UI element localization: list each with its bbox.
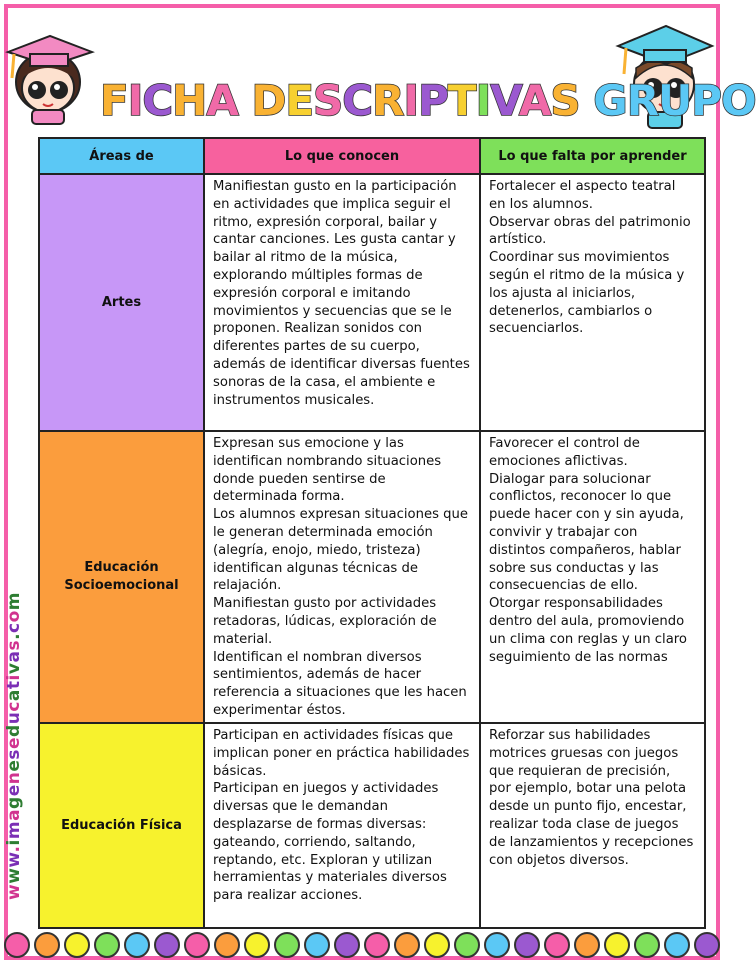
decorative-dot <box>214 932 240 958</box>
watermark-letter: w <box>4 867 24 884</box>
watermark-letter: e <box>4 759 24 772</box>
decorative-dot <box>694 932 720 958</box>
watermark-letter: u <box>4 711 24 725</box>
header-lo-que-falta: Lo que falta por aprender <box>480 138 705 174</box>
watermark-letter: s <box>4 748 24 760</box>
decorative-dot <box>274 932 300 958</box>
area-label: Socioemocional <box>64 578 179 593</box>
decorative-dot <box>154 932 180 958</box>
title-letter: I <box>127 76 143 125</box>
title-letter: C <box>142 76 173 125</box>
title-letter: G <box>593 76 627 125</box>
title-letter: T <box>447 76 476 125</box>
decorative-dot <box>124 932 150 958</box>
title-letter <box>580 76 594 125</box>
watermark-letter: . <box>4 845 24 853</box>
decorative-dot <box>664 932 690 958</box>
watermark-letter: c <box>4 622 24 633</box>
cell-conocen-fisica <box>204 723 480 928</box>
decorative-dot <box>574 932 600 958</box>
cell-conocen-socioemocional <box>204 431 480 723</box>
watermark-letter: t <box>4 680 24 690</box>
title-letter: I <box>475 76 491 125</box>
title-letter: P <box>418 76 448 125</box>
title-letter: O <box>720 76 756 125</box>
cell-text: Expresan sus emocione y las identifican nombrando situaciones donde pueden sentirse de determinada forma. <box>213 436 442 505</box>
watermark-letter: d <box>4 724 24 737</box>
decorative-dot <box>184 932 210 958</box>
cell-text: Manifiestan gusto por actividades retadoras, lúdicas, exploración de material. <box>213 596 437 647</box>
watermark-letter: n <box>4 771 24 785</box>
title-letter: A <box>206 76 238 125</box>
cell-text: Manifiestan gusto en la participación en actividades que implica seguir el ritmo, expresión corporal, bailar y cantar canciones. Les gusta cantar y bailar al ritmo de la música, explorando múltiples formas de expresión corporal e imitando movimientos y secuencias que se le proponen. Realizan sonidos con diferentes partes de su cuerpo, además de identificar diversas fuentes sonoras de la casa, el ambiente e instrumentos musicales. <box>213 179 470 408</box>
header-areas: Áreas de <box>39 138 204 174</box>
decorative-dot-border <box>0 930 720 960</box>
title-letter: P <box>691 76 721 125</box>
decorative-dot <box>394 932 420 958</box>
cell-text: Observar obras del patrimonio artístico. <box>489 214 691 248</box>
area-socioemocional <box>39 431 204 723</box>
area-label: Artes <box>101 294 142 310</box>
title-letter: S <box>313 76 343 125</box>
decorative-dot <box>454 932 480 958</box>
watermark-letter: v <box>4 662 24 675</box>
watermark-letter: c <box>4 701 24 712</box>
watermark-letter: i <box>4 839 24 846</box>
watermark-letter: . <box>4 632 24 640</box>
watermark-letter: i <box>4 674 24 681</box>
page-title <box>100 66 756 136</box>
cell-falta-fisica <box>480 723 705 928</box>
watermark-letter: a <box>4 650 24 663</box>
title-letter: I <box>403 76 419 125</box>
cell-text: Los alumnos expresan situaciones que le generan determinada emoción (alegría, enojo, miedo, tristeza) identifican algunas técnicas de relajación. <box>213 507 468 594</box>
decorative-dot <box>424 932 450 958</box>
cell-text: Coordinar sus movimientos según el ritmo de la música y los ajusta al iniciarlos, detenerlos, cambiarlos o secuenciarlos. <box>489 250 685 337</box>
table-row <box>39 174 705 431</box>
website-watermark <box>4 40 24 900</box>
cell-text: Favorecer el control de emociones aflictivas. <box>489 436 640 469</box>
descriptive-table <box>38 137 706 929</box>
watermark-letter: w <box>4 852 24 868</box>
table-row <box>39 431 705 723</box>
area-label: Educación Física <box>61 817 182 833</box>
decorative-dot <box>334 932 360 958</box>
cell-text: Participan en juegos y actividades diversas que le demandan desplazarse de formas diversas: gateando, corriendo, saltando, reptando, etc. Exploran y utilizan herramientas y materiales diversos para realizar acciones. <box>213 781 447 904</box>
decorative-dot <box>244 932 270 958</box>
title-letter: R <box>372 76 404 125</box>
cell-falta-socioemocional <box>480 431 705 723</box>
title-letter: V <box>490 76 519 125</box>
cell-text: Reforzar sus habilidades motrices gruesas con juegos que requieran de precisión, por ejemplo, botar una pelota desde un punto fijo, encestar, realizar toda clase de juegos de lanzamientos y recepciones con objetos diversos. <box>489 728 694 868</box>
watermark-letter: e <box>4 736 24 749</box>
watermark-letter: m <box>4 591 24 611</box>
decorative-dot <box>514 932 540 958</box>
decorative-dot <box>94 932 120 958</box>
watermark-letter: a <box>4 808 24 821</box>
watermark-letter: g <box>4 796 24 809</box>
watermark-letter: w <box>4 883 24 900</box>
header-lo-que-conocen: Lo que conocen <box>204 138 480 174</box>
cell-falta-artes <box>480 174 705 431</box>
watermark-letter: o <box>4 610 24 623</box>
cell-text: Fortalecer el aspecto teatral en los alumnos. <box>489 179 676 212</box>
title-letter: H <box>172 76 207 125</box>
table-row <box>39 723 705 928</box>
decorative-dot <box>4 932 30 958</box>
decorative-dot <box>34 932 60 958</box>
cell-text: Dialogar para solucionar conflictos, reconocer lo que puede hacer con y sin ayuda, convivir y trabajar con distintos compañeros, hablar sobre sus conductas y las consecuencias de ello. <box>489 471 684 594</box>
title-letter <box>238 76 252 125</box>
area-educacion-fisica <box>39 723 204 928</box>
decorative-dot <box>364 932 390 958</box>
cell-text: Participan en actividades físicas que implican poner en práctica habilidades básicas. <box>213 728 470 779</box>
decorative-dot <box>64 932 90 958</box>
title-letter: E <box>285 76 314 125</box>
decorative-dot <box>304 932 330 958</box>
watermark-letter: a <box>4 689 24 702</box>
title-letter: U <box>658 76 692 125</box>
watermark-letter: m <box>4 820 24 840</box>
area-label: Educación <box>84 560 159 575</box>
title-letter: R <box>626 76 659 125</box>
area-artes <box>39 174 204 431</box>
decorative-dot <box>484 932 510 958</box>
title-letter: D <box>251 76 286 125</box>
decorative-dot <box>634 932 660 958</box>
watermark-letter: s <box>4 639 24 651</box>
decorative-dot <box>604 932 630 958</box>
title-letter: C <box>342 76 373 125</box>
cell-conocen-artes <box>204 174 480 431</box>
decorative-dot <box>544 932 570 958</box>
title-letter: S <box>550 76 580 125</box>
title-letter: F <box>100 76 128 125</box>
watermark-letter: e <box>4 784 24 797</box>
title-letter: A <box>518 76 551 125</box>
cell-text: Otorgar responsabilidades dentro del aula, promoviendo un clima con reglas y un claro seguimiento de las normas <box>489 596 687 665</box>
cell-text: Identifican el nombran diversos sentimientos, además de hacer referencia a situaciones que les hacen experimentar éstos. <box>213 649 467 718</box>
